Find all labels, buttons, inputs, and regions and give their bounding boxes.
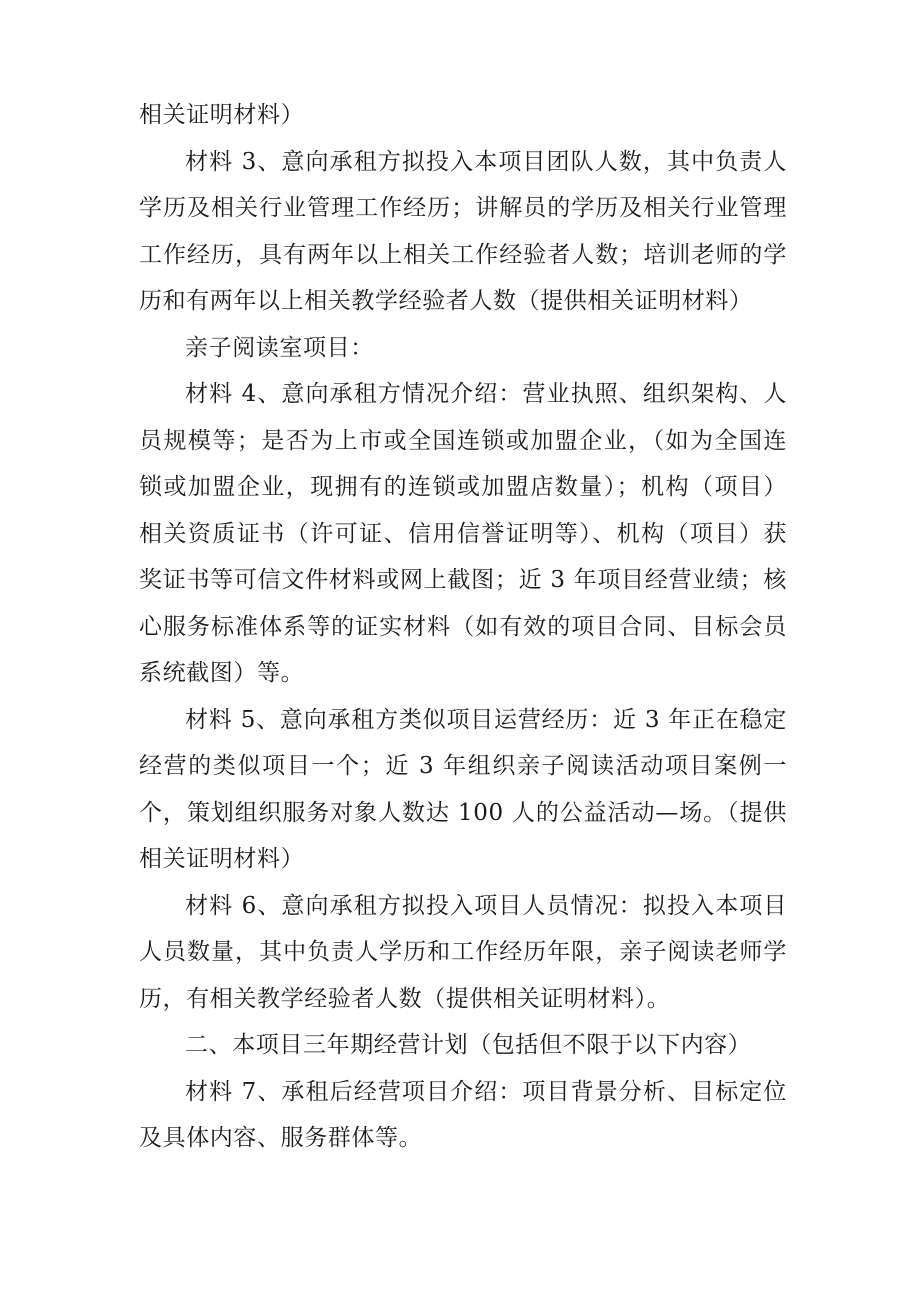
document-body bbox=[139, 92, 787, 1162]
paragraph-continuation: 相关证明材料） bbox=[139, 102, 305, 128]
paragraph-material-3: 材料 3、意向承租方拟投入本项目团队人数，其中负责人学历及相关行业管理工作经历；讲解员的学历及相关行业管理工作经历，具有两年以上相关工作经验者人数；培训老师的学历和有两年以上相关教学经验者人数（提供相关证明材料） bbox=[139, 148, 787, 314]
paragraph-material-4: 材料 4、意向承租方情况介绍：营业执照、组织架构、人员规模等；是否为上市或全国连锁或加盟企业，（如为全国连锁或加盟企业，现拥有的连锁或加盟店数量）；机构（项目）相关资质证书（许可证、信用信誉证明等）、机构（项目）获奖证书等可信文件材料或网上截图；近 3 年项目经营业绩；核心服务标准体系等的证实材料（如有效的项目合同、目标会员系统截图）等。 bbox=[139, 381, 787, 686]
section-heading-parent-child-reading-room: 亲子阅读室项目： bbox=[185, 334, 374, 361]
section-heading-three-year-plan: 二、本项目三年期经营计划（包括但不限于以下内容） bbox=[185, 1032, 752, 1058]
paragraph-material-6: 材料 6、意向承租方拟投入项目人员情况：拟投入本项目人员数量，其中负责人学历和工作经历年限，亲子阅读老师学历，有相关教学经验者人数（提供相关证明材料）。 bbox=[139, 892, 787, 1012]
paragraph-material-5: 材料 5、意向承租方类似项目运营经历：近 3 年正在稳定经营的类似项目一个；近 3 年组织亲子阅读活动项目案例一个，策划组织服务对象人数达 100 人的公益活动—场。（提供相关证明材料） bbox=[139, 706, 787, 872]
paragraph-material-7: 材料 7、承租后经营项目介绍：项目背景分析、目标定位及具体内容、服务群体等。 bbox=[139, 1078, 787, 1151]
